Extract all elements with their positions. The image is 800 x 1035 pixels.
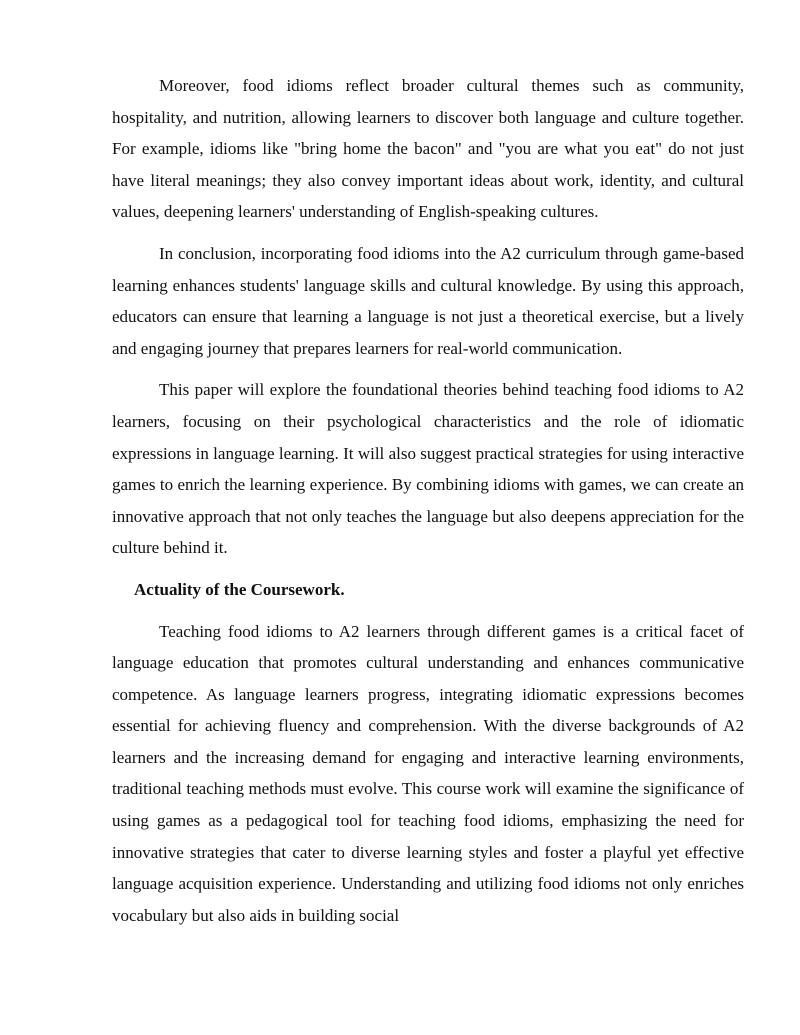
document-page [112,70,744,931]
paragraph-actuality: Teaching food idioms to A2 learners through different games is a critical facet of language education that promotes cultural understanding and enhances communicative competence. As language learners progress, integrating idiomatic expressions becomes essential for achieving fluency and comprehension. With the diverse backgrounds of A2 learners and the increasing demand for engaging and interactive learning environments, traditional teaching methods must evolve. This course work will examine the significance of using games as a pedagogical tool for teaching food idioms, emphasizing the need for innovative strategies that cater to diverse learning styles and foster a playful yet effective language acquisition experience. Understanding and utilizing food idioms not only enriches vocabulary but also aids in building social [112,621,744,925]
paragraph-cultural-themes: Moreover, food idioms reflect broader cultural themes such as community, hospitality, and nutrition, allowing learners to discover both language and culture together. For example, idioms like "bring home the bacon" and "you are what you eat" do not just have literal meanings; they also convey important ideas about work, identity, and cultural values, deepening learners' understanding of English-speaking cultures. [112,76,744,222]
section-heading: Actuality of the Coursework. [134,579,345,599]
paragraph-conclusion: In conclusion, incorporating food idioms into the A2 curriculum through game-based learning enhances students' language skills and cultural knowledge. By using this approach, educators can ensure that learning a language is not just a theoretical exercise, but a lively and engaging journey that prepares learners for real-world communication. [112,243,744,358]
paragraph-paper-overview: This paper will explore the foundational theories behind teaching food idioms to A2 learners, focusing on their psychological characteristics and the role of idiomatic expressions in language learning. It will also suggest practical strategies for using interactive games to enrich the learning experience. By combining idioms with games, we can create an innovative approach that not only teaches the language but also deepens appreciation for the culture behind it. [112,380,744,558]
